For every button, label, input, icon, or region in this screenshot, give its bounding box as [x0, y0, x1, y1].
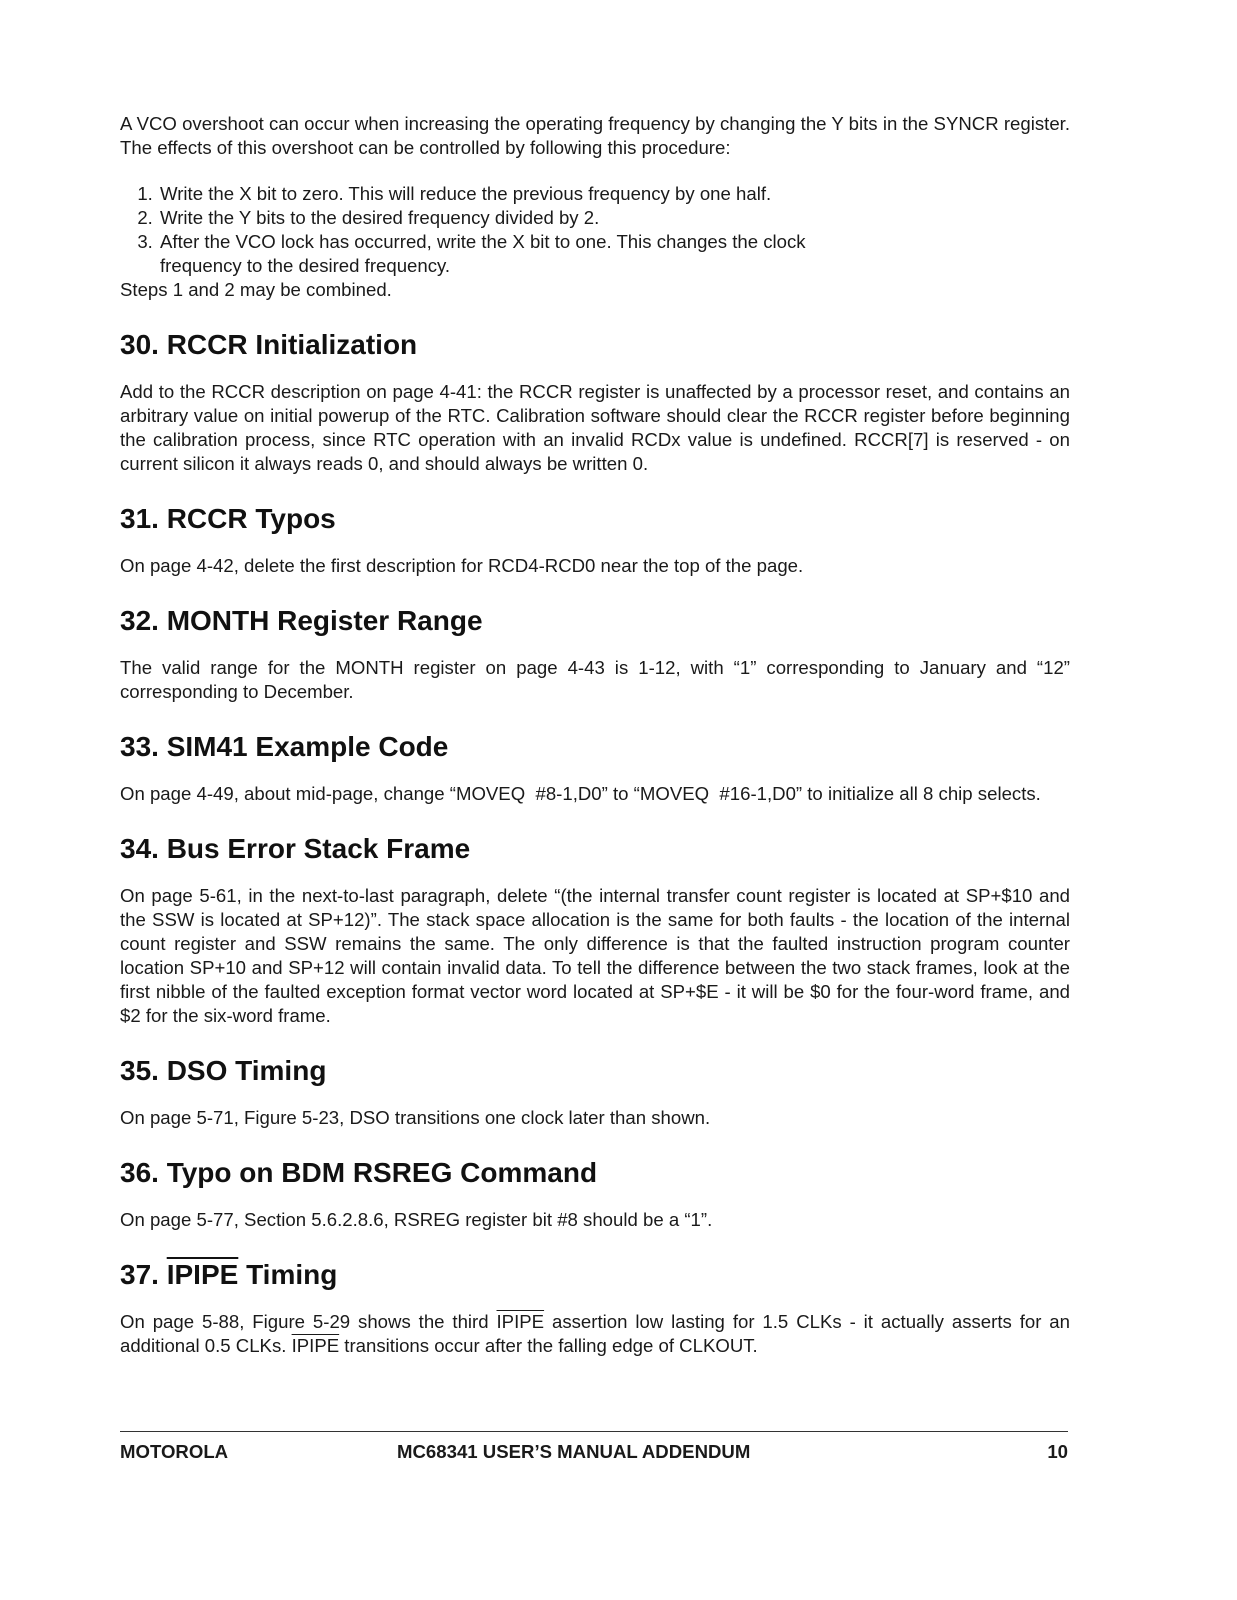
- section-heading: 36. Typo on BDM RSREG Command: [120, 1157, 598, 1188]
- section-body: On page 4-42, delete the first description for RCD4-RCD0 near the top of the page.: [120, 555, 804, 576]
- ipipe-signal-name: IPIPE: [496, 1311, 545, 1332]
- section-body: [120, 1310, 1070, 1358]
- procedure-step: 2. Write the Y bits to the desired frequency divided by 2.: [158, 206, 1070, 230]
- page-footer: [120, 1440, 1068, 1466]
- section-heading: 33. SIM41 Example Code: [120, 731, 449, 762]
- footer-divider: [120, 1431, 1068, 1432]
- section-body: On page 5-61, in the next-to-last paragraph, delete “(the internal transfer count register is located at SP+$10 and the SSW is located at SP+12)”. The stack space allocation is the same for both faults - the location of the internal count register and SSW remains the same. The only difference is that the faulted instruction program counter location SP+10 and SP+12 will contain invalid data. To tell the difference between the two stack frames, look at the first nibble of the faulted exception format vector word located at SP+$E - it will be $0 for the four-word frame, and $2 for the six-word frame.: [120, 885, 1070, 1026]
- section-36: [120, 1156, 1070, 1232]
- section-35: [120, 1054, 1070, 1130]
- section-heading: [120, 1258, 1070, 1292]
- procedure-step: 3. After the VCO lock has occurred, write the X bit to one. This changes the clock frequency to the desired frequency.: [158, 230, 1070, 278]
- section-body: The valid range for the MONTH register on page 4-43 is 1-12, with “1” corresponding to January and “12” corresponding to December.: [120, 657, 1070, 702]
- section-body: On page 4-49, about mid-page, change “MOVEQ #8-1,D0” to “MOVEQ #16-1,D0” to initialize all 8 chip selects.: [120, 783, 1041, 804]
- section-body: On page 5-77, Section 5.6.2.8.6, RSREG register bit #8 should be a “1”.: [120, 1209, 713, 1230]
- section-heading: 32. MONTH Register Range: [120, 605, 483, 636]
- footer-company: MOTOROLA: [120, 1441, 229, 1462]
- body-text: On page 5-88, Figure 5-29 shows the third: [120, 1311, 497, 1332]
- section-37: [120, 1258, 1070, 1358]
- section-heading: 34. Bus Error Stack Frame: [120, 833, 471, 864]
- ipipe-signal-name: IPIPE: [166, 1259, 239, 1290]
- footer-document-title: MC68341 USER’S MANUAL ADDENDUM: [397, 1441, 751, 1462]
- heading-number: 37.: [120, 1259, 167, 1290]
- section-heading: 30. RCCR Initialization: [120, 329, 418, 360]
- section-body: Add to the RCCR description on page 4-41: the RCCR register is unaffected by a processor reset, and contains an arbitrary value on initial powerup of the RTC. Calibration software should clear the RCCR register before beginning the calibration process, since RTC operation with an invalid RCDx value is undefined. RCCR[7] is reserved - on current silicon it always reads 0, and should always be written 0.: [120, 381, 1070, 474]
- body-text: transitions occur after the falling edge of CLKOUT.: [339, 1335, 758, 1356]
- page-number: 10: [1047, 1441, 1068, 1462]
- intro-paragraph: A VCO overshoot can occur when increasing the operating frequency by changing the Y bits in the SYNCR register. The effects of this overshoot can be controlled by following this procedure:: [120, 113, 1070, 158]
- procedure-step: 1. Write the X bit to zero. This will reduce the previous frequency by one half.: [158, 182, 1070, 206]
- document-page: [120, 112, 1070, 1384]
- steps-note: Steps 1 and 2 may be combined.: [120, 279, 392, 300]
- section-body: On page 5-71, Figure 5-23, DSO transitions one clock later than shown.: [120, 1107, 711, 1128]
- heading-title: Timing: [238, 1259, 338, 1290]
- section-heading: 31. RCCR Typos: [120, 503, 336, 534]
- section-31: [120, 502, 1070, 578]
- ipipe-signal-name: IPIPE: [291, 1335, 340, 1356]
- section-30: [120, 328, 1070, 476]
- procedure-list: [120, 182, 1070, 278]
- section-34: [120, 832, 1070, 1028]
- section-32: [120, 604, 1070, 704]
- section-33: [120, 730, 1070, 806]
- body-text: assertion low lasting for 1.5 CLKs - it actually asserts for an additional 0.5 CLKs.: [120, 1311, 1070, 1356]
- section-heading: 35. DSO Timing: [120, 1055, 327, 1086]
